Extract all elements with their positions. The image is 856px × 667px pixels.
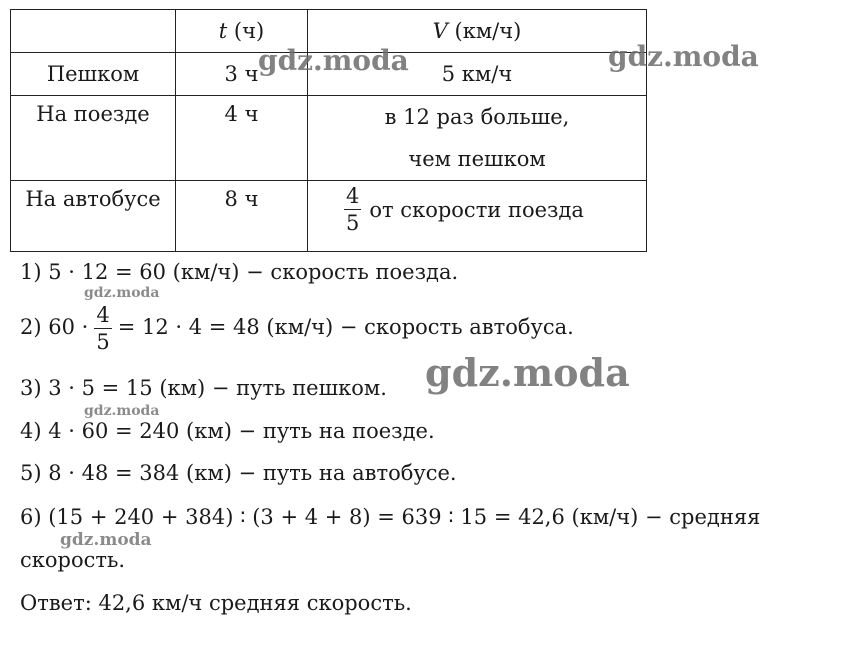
solution-step-1: 1) 5 · 12 = 60 (км/ч) − скорость поезда. xyxy=(20,260,459,284)
watermark: gdz.moda xyxy=(608,40,759,73)
watermark: gdz.moda xyxy=(425,350,630,395)
speed-line-2: чем пешком xyxy=(408,147,546,171)
row-speed-cell: 5 км/ч xyxy=(308,53,647,96)
fraction-denominator: 5 xyxy=(346,211,360,235)
solution-step-3: 3) 3 · 5 = 15 (км) − путь пешком. xyxy=(20,376,387,400)
solution-step-4: 4) 4 · 60 = 240 (км) − путь на поезде. xyxy=(20,419,435,443)
watermark: gdz.moda xyxy=(60,530,152,550)
speed-unit: (км/ч) xyxy=(454,19,522,43)
fraction xyxy=(344,183,361,236)
speed-text: от скорости поезда xyxy=(369,197,584,222)
row-name-cell: На поезде xyxy=(11,96,176,181)
row-time-cell: 4 ч xyxy=(176,96,308,181)
fraction-denominator: 5 xyxy=(96,330,110,354)
watermark: gdz.moda xyxy=(84,285,160,301)
row-time-cell: 8 ч xyxy=(176,181,308,252)
row-name-cell: Пешком xyxy=(11,53,176,96)
header-empty-cell xyxy=(11,10,176,53)
time-unit: (ч) xyxy=(233,19,265,43)
row-speed-cell xyxy=(308,181,647,252)
solution-step-2 xyxy=(20,302,574,355)
fraction xyxy=(94,302,111,355)
step-2-prefix: 2) 60 · xyxy=(20,315,89,339)
step-2-suffix: = 12 · 4 = 48 (км/ч) − скорость автобуса. xyxy=(117,315,574,339)
watermark: gdz.moda xyxy=(84,403,160,419)
row-speed-cell xyxy=(308,96,647,181)
row-time-cell: 3 ч xyxy=(176,53,308,96)
speed-line-1: в 12 раз больше, xyxy=(384,105,570,129)
fraction-numerator: 4 xyxy=(96,303,110,327)
table-row-bus xyxy=(11,181,647,252)
watermark: gdz.moda xyxy=(258,44,409,77)
row-name-cell: На автобусе xyxy=(11,181,176,252)
time-symbol: t xyxy=(218,19,228,43)
speed-symbol: V xyxy=(432,19,448,43)
solution-step-6-line-2: скорость. xyxy=(20,548,126,572)
answer-line: Ответ: 42,6 км/ч средняя скорость. xyxy=(20,591,412,615)
table-row-train xyxy=(11,96,647,181)
solution-step-5: 5) 8 · 48 = 384 (км) − путь на автобусе. xyxy=(20,461,457,485)
fraction-numerator: 4 xyxy=(346,184,360,208)
solution-step-6-line-1: 6) (15 + 240 + 384) ∶ (3 + 4 + 8) = 639 ∶ 15 = 42,6 (км/ч) − средняя xyxy=(20,505,761,529)
